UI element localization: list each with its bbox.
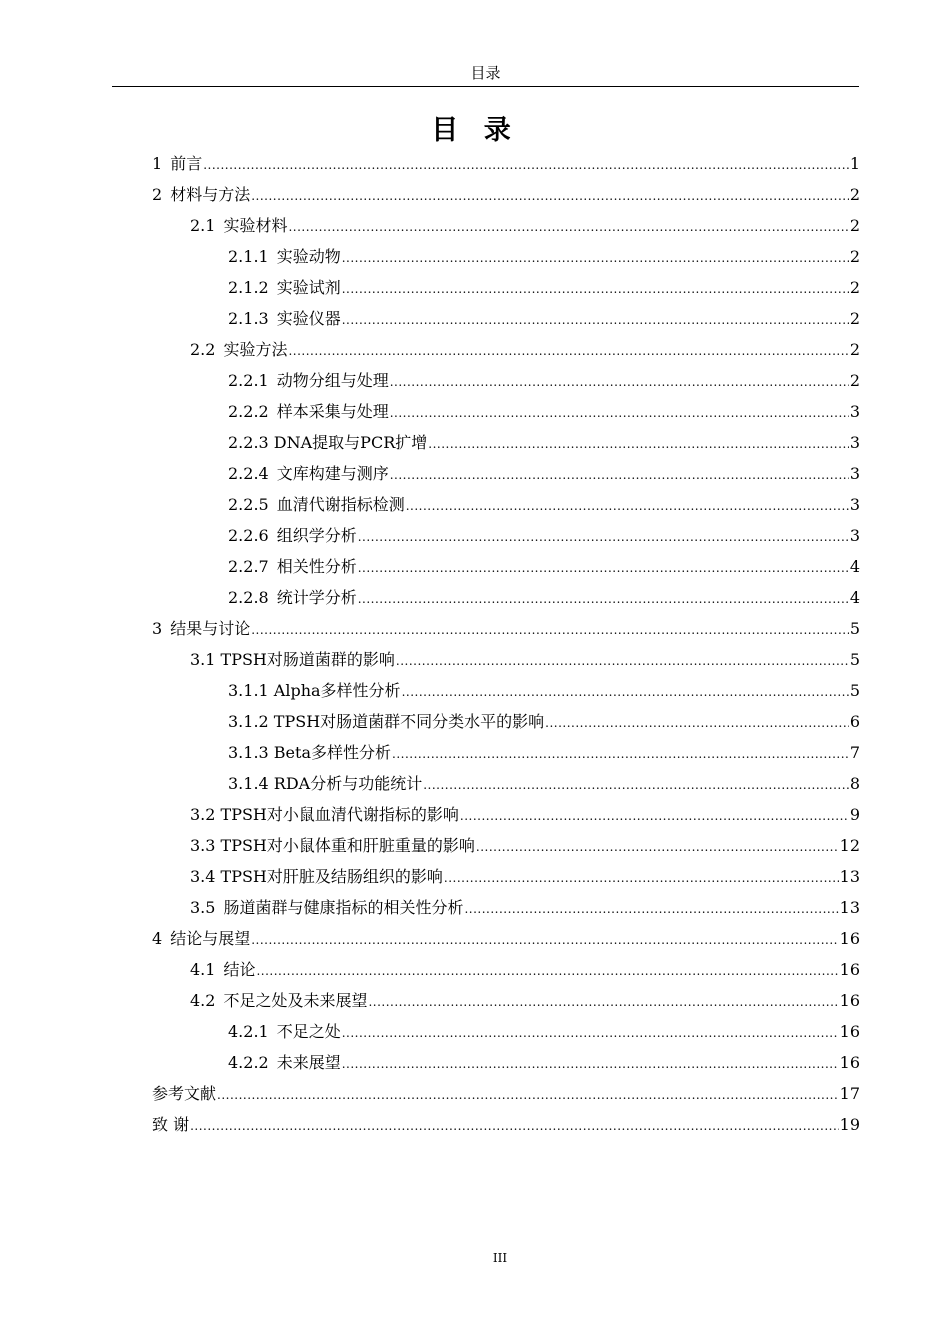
toc-entry-title: 3.4 TPSH对肝脏及结肠组织的影响 <box>190 867 443 886</box>
toc-entry-page: 13 <box>839 867 860 886</box>
toc-entry-page: 5 <box>849 619 860 638</box>
toc-entry[interactable] <box>152 334 860 365</box>
toc-leader-dots <box>390 458 849 491</box>
toc-entry[interactable] <box>152 644 860 675</box>
toc-entry-title: 参考文献 <box>152 1084 217 1103</box>
toc-entry[interactable] <box>152 706 860 737</box>
toc-entry[interactable] <box>152 799 860 830</box>
toc-leader-dots <box>464 892 838 925</box>
toc-entry-page: 2 <box>849 309 860 328</box>
table-of-contents <box>152 148 860 1140</box>
toc-entry[interactable] <box>152 520 860 551</box>
toc-entry-title: 组织学分析 <box>276 526 357 545</box>
toc-entry-page: 3 <box>849 402 860 421</box>
toc-entry-title: 3.1.4 RDA分析与功能统计 <box>228 774 423 793</box>
toc-entry-title: 结果与讨论 <box>170 619 251 638</box>
toc-entry[interactable] <box>152 489 860 520</box>
toc-leader-dots <box>423 768 849 801</box>
toc-entry-page: 3 <box>849 526 860 545</box>
toc-entry-page: 3 <box>849 464 860 483</box>
toc-entry-title: 动物分组与处理 <box>276 371 389 390</box>
toc-entry[interactable] <box>152 396 860 427</box>
toc-leader-dots <box>390 365 849 398</box>
toc-entry[interactable] <box>152 954 860 985</box>
toc-entry[interactable] <box>152 303 860 334</box>
toc-entry[interactable] <box>152 458 860 489</box>
toc-entry-number: 4.2 <box>190 991 216 1010</box>
page-title: 目 录 <box>431 115 519 146</box>
toc-entry-title: 实验材料 <box>223 216 288 235</box>
toc-entry-page: 5 <box>849 681 860 700</box>
toc-entry-title: 致 谢 <box>152 1115 190 1134</box>
toc-entry-title: 不足之处 <box>276 1022 341 1041</box>
toc-entry[interactable] <box>152 582 860 613</box>
toc-entry-page: 2 <box>849 185 860 204</box>
toc-leader-dots <box>358 551 849 584</box>
toc-entry[interactable] <box>152 1109 860 1140</box>
toc-leader-dots <box>545 706 849 739</box>
toc-entry[interactable] <box>152 210 860 241</box>
toc-entry-title: 材料与方法 <box>170 185 251 204</box>
toc-entry-number: 2.2.2 <box>228 402 269 421</box>
toc-leader-dots <box>358 582 849 615</box>
toc-entry[interactable] <box>152 1047 860 1078</box>
toc-entry[interactable] <box>152 830 860 861</box>
toc-leader-dots <box>288 210 848 243</box>
toc-entry-page: 13 <box>839 898 860 917</box>
toc-entry-number: 2.1.1 <box>228 247 269 266</box>
toc-entry-number: 3.5 <box>190 898 216 917</box>
toc-entry[interactable] <box>152 892 860 923</box>
toc-entry[interactable] <box>152 923 860 954</box>
toc-entry-number: 2.2.8 <box>228 588 269 607</box>
running-header: 目录 <box>470 64 501 82</box>
toc-entry-title: 3.1.1 Alpha多样性分析 <box>228 681 401 700</box>
toc-leader-dots <box>428 427 849 460</box>
toc-entry-page: 2 <box>849 371 860 390</box>
toc-leader-dots <box>392 737 849 770</box>
toc-leader-dots <box>190 1109 839 1142</box>
toc-leader-dots <box>402 675 849 708</box>
toc-entry[interactable] <box>152 551 860 582</box>
toc-entry[interactable] <box>152 985 860 1016</box>
toc-leader-dots <box>342 303 849 336</box>
header-rule <box>112 86 859 87</box>
toc-entry[interactable] <box>152 675 860 706</box>
toc-leader-dots <box>342 241 849 274</box>
toc-entry-title: 肠道菌群与健康指标的相关性分析 <box>223 898 464 917</box>
toc-entry-page: 16 <box>839 991 860 1010</box>
toc-leader-dots <box>342 272 849 305</box>
toc-entry-number: 2 <box>152 185 163 204</box>
toc-leader-dots <box>406 489 849 522</box>
toc-entry[interactable] <box>152 365 860 396</box>
toc-entry-number: 4.2.2 <box>228 1053 269 1072</box>
toc-entry-number: 1 <box>152 154 163 173</box>
toc-entry-number: 3 <box>152 619 163 638</box>
toc-entry-title: 实验动物 <box>276 247 341 266</box>
toc-leader-dots <box>444 861 839 894</box>
toc-leader-dots <box>358 520 849 553</box>
toc-entry-page: 3 <box>849 495 860 514</box>
toc-leader-dots <box>342 1016 839 1049</box>
toc-leader-dots <box>251 613 849 646</box>
toc-entry-page: 3 <box>849 433 860 452</box>
toc-entry-number: 4.2.1 <box>228 1022 269 1041</box>
toc-entry-page: 16 <box>839 1022 860 1041</box>
toc-entry-page: 5 <box>849 650 860 669</box>
toc-entry-number: 2.1 <box>190 216 216 235</box>
toc-leader-dots <box>368 985 838 1018</box>
toc-entry-page: 2 <box>849 247 860 266</box>
toc-entry-title: 不足之处及未来展望 <box>223 991 368 1010</box>
toc-entry-page: 16 <box>839 929 860 948</box>
toc-entry-title: 实验仪器 <box>276 309 341 328</box>
toc-entry-number: 2.2.7 <box>228 557 269 576</box>
toc-entry-title: 统计学分析 <box>276 588 357 607</box>
toc-entry-title: 3.3 TPSH对小鼠体重和肝脏重量的影响 <box>190 836 475 855</box>
toc-entry-page: 8 <box>849 774 860 793</box>
toc-entry[interactable] <box>152 1078 860 1109</box>
toc-entry[interactable] <box>152 1016 860 1047</box>
toc-entry-title: 未来展望 <box>276 1053 341 1072</box>
toc-entry-title: 血清代谢指标检测 <box>276 495 405 514</box>
toc-entry-title: 3.1.3 Beta多样性分析 <box>228 743 391 762</box>
toc-leader-dots <box>251 179 849 212</box>
toc-entry-title: 结论 <box>223 960 256 979</box>
toc-entry-title: 样本采集与处理 <box>276 402 389 421</box>
toc-leader-dots <box>217 1078 839 1111</box>
toc-entry[interactable] <box>152 241 860 272</box>
toc-entry[interactable] <box>152 861 860 892</box>
toc-entry-title: 实验试剂 <box>276 278 341 297</box>
toc-entry-page: 2 <box>849 216 860 235</box>
toc-entry-number: 2.2.1 <box>228 371 269 390</box>
toc-entry-page: 6 <box>849 712 860 731</box>
toc-entry-number: 2.1.2 <box>228 278 269 297</box>
toc-entry-number: 2.2.6 <box>228 526 269 545</box>
toc-entry-page: 19 <box>839 1115 860 1134</box>
toc-leader-dots <box>390 396 849 429</box>
toc-entry-title: 3.1 TPSH对肠道菌群的影响 <box>190 650 395 669</box>
toc-leader-dots <box>256 954 838 987</box>
toc-leader-dots <box>476 830 839 863</box>
toc-entry-number: 2.2.5 <box>228 495 269 514</box>
toc-entry-page: 4 <box>849 557 860 576</box>
toc-entry-page: 2 <box>849 340 860 359</box>
toc-leader-dots <box>288 334 848 367</box>
toc-entry[interactable] <box>152 768 860 799</box>
toc-entry-number: 2.2 <box>190 340 216 359</box>
toc-entry-title: 3.1.2 TPSH对肠道菌群不同分类水平的影响 <box>228 712 545 731</box>
toc-leader-dots <box>460 799 849 832</box>
toc-entry-number: 2.1.3 <box>228 309 269 328</box>
toc-leader-dots <box>251 923 838 956</box>
toc-entry-title: 文库构建与测序 <box>276 464 389 483</box>
toc-leader-dots <box>342 1047 839 1080</box>
page-number: III <box>492 1251 508 1265</box>
toc-entry[interactable] <box>152 272 860 303</box>
toc-entry[interactable] <box>152 737 860 768</box>
toc-leader-dots <box>396 644 849 677</box>
toc-entry-title: 结论与展望 <box>170 929 251 948</box>
toc-entry-page: 16 <box>839 1053 860 1072</box>
toc-entry-page: 4 <box>849 588 860 607</box>
toc-entry-title: 实验方法 <box>223 340 288 359</box>
toc-entry-title: 相关性分析 <box>276 557 357 576</box>
toc-entry-page: 1 <box>849 154 860 173</box>
toc-entry-title: 2.2.3 DNA提取与PCR扩增 <box>228 433 428 452</box>
toc-entry[interactable] <box>152 613 860 644</box>
toc-entry-page: 9 <box>849 805 860 824</box>
toc-entry-title: 3.2 TPSH对小鼠血清代谢指标的影响 <box>190 805 459 824</box>
toc-entry-number: 2.2.4 <box>228 464 269 483</box>
toc-entry-page: 2 <box>849 278 860 297</box>
toc-entry-page: 7 <box>849 743 860 762</box>
toc-entry-number: 4 <box>152 929 163 948</box>
toc-entry[interactable] <box>152 179 860 210</box>
toc-entry[interactable] <box>152 148 860 179</box>
toc-leader-dots <box>203 148 849 181</box>
toc-entry-page: 16 <box>839 960 860 979</box>
toc-entry-page: 17 <box>839 1084 860 1103</box>
toc-entry[interactable] <box>152 427 860 458</box>
toc-entry-title: 前言 <box>170 154 203 173</box>
toc-entry-page: 12 <box>839 836 860 855</box>
toc-entry-number: 4.1 <box>190 960 216 979</box>
